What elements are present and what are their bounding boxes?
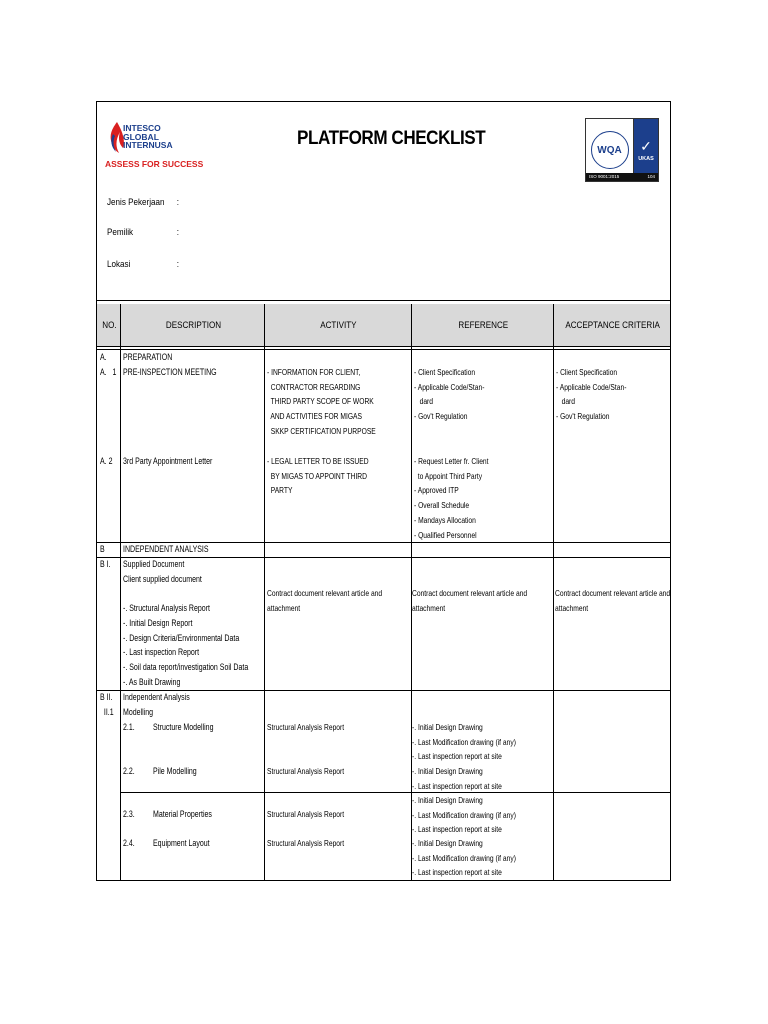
item-reference: -. Initial Design Drawing -. Last Modification drawing (if any) -. Last inspection report at site bbox=[412, 838, 516, 878]
row-divider bbox=[121, 792, 671, 793]
row-divider bbox=[97, 349, 670, 350]
table-header bbox=[97, 304, 670, 347]
col-activity-header: ACTIVITY bbox=[320, 319, 357, 331]
company-name-line3: INTERNUSA bbox=[123, 140, 173, 150]
item-number: 2.4. bbox=[123, 838, 135, 848]
company-name-line1: INTESCO bbox=[123, 123, 161, 133]
column-divider bbox=[264, 304, 265, 880]
company-name bbox=[123, 124, 173, 150]
cert-number: 104 bbox=[647, 174, 655, 179]
item-number: 2.3. bbox=[123, 809, 135, 819]
col-description-header: DESCRIPTION bbox=[165, 319, 221, 331]
item-reference: -. Initial Design Drawing -. Last Modification drawing (if any) -. Last inspection report at site bbox=[412, 722, 516, 762]
item-number: 2.1. bbox=[123, 722, 135, 732]
row-b1-activity: Contract document relevant article and attachment bbox=[267, 588, 383, 614]
col-reference-header: REFERENCE bbox=[458, 319, 508, 331]
row-b2-no: B II. II.1 bbox=[100, 692, 114, 717]
item-number: 2.2. bbox=[123, 766, 135, 776]
checklist-page bbox=[96, 101, 671, 881]
row-a2-activity: - LEGAL LETTER TO BE ISSUED BY MIGAS TO APPOINT THIRD PARTY bbox=[267, 456, 369, 496]
ukas-label: UKAS bbox=[638, 155, 654, 162]
item-activity: Structural Analysis Report bbox=[267, 766, 345, 776]
item-activity: Structural Analysis Report bbox=[267, 809, 345, 819]
col-acceptance-header: ACCEPTANCE CRITERIA bbox=[565, 319, 660, 331]
field-label: Pemilik bbox=[107, 227, 134, 238]
row-a1-acceptance: - Client Specification - Applicable Code/Stan- dard - Gov't Regulation bbox=[556, 367, 627, 422]
certification-badge bbox=[585, 118, 659, 182]
row-b2-description: Independent Analysis Modelling bbox=[123, 692, 190, 717]
field-label: Jenis Pekerjaan bbox=[107, 197, 165, 208]
company-tagline: ASSESS FOR SUCCESS bbox=[105, 159, 204, 169]
field-lokasi bbox=[107, 259, 179, 270]
col-no-header: NO. bbox=[101, 319, 117, 331]
row-a2-no: A. 2 bbox=[100, 456, 113, 466]
row-b1-description: Supplied Document Client supplied document -. Structural Analysis Report -. Initial Design Report -. Design Criteria/Environmental Data -. Last inspection Report -. Soil data report/investigation Soil Data -. As Built Drawing bbox=[123, 559, 249, 687]
column-divider bbox=[553, 304, 554, 880]
item-label: Equipment Layout bbox=[153, 838, 210, 848]
checkmark-icon: ✓ bbox=[640, 137, 652, 154]
item-reference: -. Initial Design Drawing -. Last Modification drawing (if any) -. Last inspection report at site bbox=[412, 795, 516, 835]
row-b1-acceptance: Contract document relevant article and attachment bbox=[555, 588, 671, 614]
field-colon: : bbox=[176, 259, 179, 270]
iso-label: ISO 9001:2015 bbox=[589, 174, 620, 179]
item-activity: Structural Analysis Report bbox=[267, 838, 345, 848]
field-colon: : bbox=[176, 227, 179, 238]
row-a1-reference: - Client Specification - Applicable Code/Stan- dard - Gov't Regulation bbox=[414, 367, 485, 422]
row-a1-no: A. 1 bbox=[100, 367, 117, 377]
row-a1-description: PRE-INSPECTION MEETING bbox=[123, 367, 217, 377]
field-colon: : bbox=[176, 197, 179, 208]
field-pemilik bbox=[107, 227, 179, 238]
document-title: PLATFORM CHECKLIST bbox=[297, 128, 486, 149]
row-b-description: INDEPENDENT ANALYSIS bbox=[123, 544, 209, 554]
column-divider bbox=[120, 304, 121, 880]
row-a1-activity: - INFORMATION FOR CLIENT, CONTRACTOR REGARDING THIRD PARTY SCOPE OF WORK AND ACTIVITIES FOR MIGAS SKKP CERTIFICATION PURPOSE bbox=[267, 367, 376, 436]
field-jenis-pekerjaan bbox=[107, 197, 179, 208]
company-name-line2: GLOBAL bbox=[123, 131, 159, 142]
row-a-no: A. bbox=[100, 352, 107, 362]
divider bbox=[97, 300, 670, 301]
company-logo bbox=[105, 120, 204, 170]
item-label: Structure Modelling bbox=[153, 722, 214, 732]
wqa-logo: WQA bbox=[591, 131, 629, 169]
item-label: Pile Modelling bbox=[153, 766, 197, 776]
item-label: Material Properties bbox=[153, 809, 212, 819]
row-b1-no: B I. bbox=[100, 559, 111, 569]
field-label: Lokasi bbox=[107, 259, 131, 270]
row-a2-reference: - Request Letter fr. Client to Appoint Third Party - Approved ITP - Overall Schedule - Mandays Allocation - Qualified Personnel bbox=[414, 456, 489, 540]
row-b1-reference: Contract document relevant article and attachment bbox=[412, 588, 528, 614]
item-activity: Structural Analysis Report bbox=[267, 722, 345, 732]
row-b-no: B bbox=[100, 544, 105, 554]
row-a-description: PREPARATION bbox=[123, 352, 173, 362]
item-reference: -. Initial Design Drawing -. Last inspection report at site bbox=[412, 766, 502, 791]
row-a2-description: 3rd Party Appointment Letter bbox=[123, 456, 213, 466]
